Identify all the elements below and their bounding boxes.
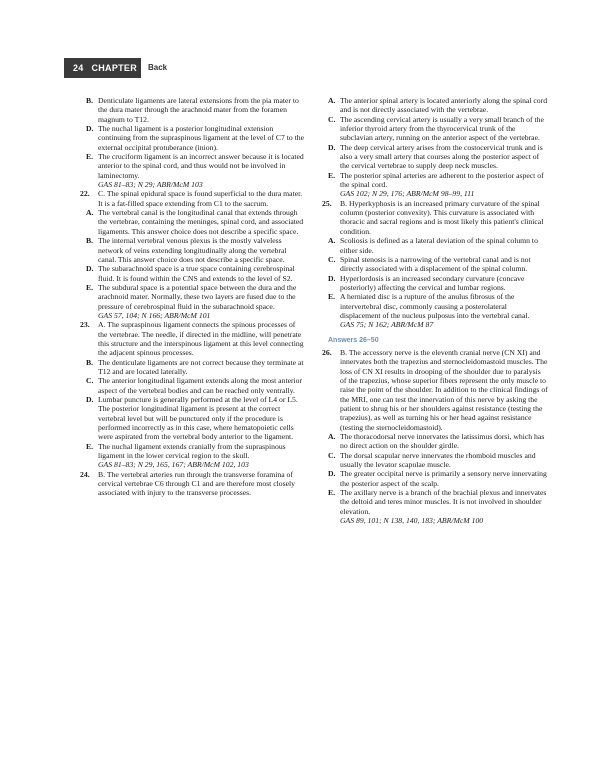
option-explanation (86, 442, 306, 461)
option-letter: E. (328, 488, 336, 498)
section-heading: Answers 26–50 (328, 336, 379, 344)
option-letter: C. (328, 450, 336, 460)
option-explanation (328, 488, 548, 516)
option-letter: B. (86, 96, 94, 105)
right-column (322, 96, 548, 526)
option-text: The nuchal ligament extends cranially from the supraspinous ligament in the lower cervical region to the skull. (98, 441, 286, 461)
option-letter: E. (86, 152, 94, 162)
option-explanation (328, 115, 548, 143)
option-explanation (328, 274, 548, 293)
option-explanation (86, 124, 306, 152)
option-letter: B. (86, 236, 94, 246)
option-letter: D. (328, 273, 336, 283)
option-text: The vertebral canal is the longitudinal canal that extends through the vertebrae, containing the meninges, spinal cord, and associated ligaments. This answer choice does not describe a specific space. (98, 208, 304, 236)
option-text: The anterior longitudinal ligament extends along the most anterior aspect of the vertebral bodies and can be reached only ventrally. (98, 376, 303, 395)
option-text: Spinal stenosis is a narrowing of the vertebral canal and is not directly associated with a displacement of the spinal column. (340, 254, 531, 274)
option-explanation (86, 152, 306, 180)
option-text: The anterior spinal artery is located anteriorly along the spinal cord and is not directly associated with the vertebrae. (340, 96, 548, 115)
question-number: 23. (80, 320, 90, 330)
reference-citation: GAS 57, 104; N 166; ABR/McM 101 (98, 310, 211, 320)
option-explanation (328, 432, 548, 451)
option-text: The subdural space is a potential space between the dura and the arachnoid mater. Normally, these two layers are fused due to the pressure of cerebrospinal fluid in the subarachnoid space. (98, 282, 297, 311)
option-letter: D. (328, 142, 336, 152)
option-explanation (328, 469, 548, 488)
option-explanation (86, 96, 306, 124)
option-letter: A. (328, 236, 336, 246)
option-explanation (328, 255, 548, 274)
option-text: The denticulate ligaments are not correct because they terminate at T12 and are located laterally. (98, 357, 304, 376)
chapter-label: CHAPTER 1 (73, 63, 138, 93)
left-column (80, 96, 306, 498)
option-text: Lumbar puncture is generally performed at the level of L4 or L5. The posterior longitudinal ligament is present at the correct vertebral level but will be punctured only if the procedure is performed incorrectly as in this case, where hematopoietic cells were aspirated from the vertebral body anterior to the ligament. (98, 395, 298, 442)
option-letter: E. (86, 441, 94, 451)
option-letter: B. (86, 357, 94, 367)
question-answer (80, 469, 306, 498)
option-explanation (328, 292, 548, 320)
option-letter: E. (328, 292, 336, 302)
option-explanation (86, 358, 306, 377)
option-text: Hyperlordosis is an increased secondary curvature (concave posteriorly) affecting the cervical and lumbar regions. (340, 273, 525, 292)
option-explanation (86, 395, 306, 442)
page-header (64, 58, 544, 93)
option-text: The dorsal scapular nerve innervates the rhomboid muscles and usually the levator scapulae muscle. (340, 450, 536, 470)
reference-citation: GAS 75; N 162; ABR/McM 87 (340, 320, 434, 330)
option-explanation (86, 264, 306, 283)
option-explanation (328, 143, 548, 171)
option-letter: E. (328, 170, 336, 180)
chapter-name: Back (148, 63, 168, 72)
option-text: The cruciform ligament is an incorrect answer because it is located anterior to the spinal cord, and thus would not be involved in laminectomy. (98, 152, 304, 180)
option-explanation (328, 171, 548, 190)
question-number: 25. (322, 198, 332, 208)
answer-explanation: A. The supraspinous ligament connects the spinous processes of the vertebrae. The needle, if directed in the midline, will penetrate this structure and the interspinous ligament at this level connecting the adjacent spinous processes. (98, 320, 304, 358)
answer-explanation: B. Hyperkyphosis is an increased primary curvature of the spinal column (posterior convexity). This curvature is associated with thoracic and sacral regions and is most likely this patient's clinical condition. (340, 198, 544, 236)
reference-citation: GAS 102; N 29, 176; ABR/McM 98–99, 111 (340, 189, 475, 199)
option-letter: D. (86, 264, 94, 274)
option-explanation (328, 236, 548, 255)
option-letter: C. (328, 114, 336, 124)
option-text: A herniated disc is a rupture of the anulus fibrosus of the intervertebral disc, commonly causing a posterolateral displacement of the nucleus pulposus into the vertebral canal. (340, 292, 530, 320)
option-text: The subarachnoid space is a true space containing cerebrospinal fluid. It is found within the CNS and extends to the level of S2. (98, 264, 295, 283)
option-text: The nuchal ligament is a posterior longitudinal extension continuing from the supraspinous ligament at the level of C7 to the external occipital protuberance (inion). (98, 124, 305, 152)
option-letter: D. (328, 469, 336, 479)
option-letter: D. (86, 124, 94, 134)
answer-explanation: B. The accessory nerve is the eleventh cranial nerve (CN XI) and innervates both the trapezius and sternocleidomastoid muscles. The loss of CN XI results in drooping of the shoulder due to paralysis of the trapezius, whose superior fibers represent the only muscle to raise the point of the shoulder. In addition to the clinical findings of the MRI, one can test the innervation of this nerve by asking the patient to shrug his or her shoulders against resistance (testing the trapezius), as well as turning his or her head against resistance (testing the sternocleidomastoid). (340, 347, 548, 432)
page-number: 24 (73, 63, 84, 73)
option-letter: A. (328, 96, 336, 105)
option-text: Scoliosis is defined as a lateral deviation of the spinal column to either side. (340, 236, 538, 255)
option-letter: A. (86, 208, 94, 218)
option-explanation (86, 283, 306, 311)
option-letter: D. (86, 395, 94, 404)
reference-citation: GAS 81–83; N 29, 165, 167; ABR/McM 102, 103 (98, 460, 249, 470)
option-explanation (86, 376, 306, 395)
question-answer (322, 347, 548, 432)
reference-citation: GAS 81–83; N 29; ABR/McM 103 (98, 180, 203, 190)
option-text: The internal vertebral venous plexus is the mostly valveless network of veins extending longitudinally along the vertebral canal. This answer choice does not describe a specific space. (98, 236, 287, 264)
question-answer (80, 189, 306, 208)
option-text: The ascending cervical artery is usually a very small branch of the inferior thyroid artery from the thyrocervical trunk of the subclavian artery, running on the anterior aspect of the vertebrae. (340, 114, 544, 143)
question-number: 22. (80, 189, 90, 199)
reference-citation: GAS 89, 101; N 138, 140, 183; ABR/McM 100 (340, 516, 484, 526)
option-letter: C. (328, 254, 336, 264)
option-text: The greater occipital nerve is primarily a sensory nerve innervating the posterior aspect of the scalp. (340, 469, 547, 488)
option-explanation (86, 208, 306, 236)
chapter-tab (64, 58, 141, 93)
option-text: The deep cervical artery arises from the costocervical trunk and is also a very small artery that courses along the posterior aspect of the cervical vertebrae to supply deep neck muscles. (340, 142, 543, 171)
option-text: The posterior spinal arteries are adherent to the posterior aspect of the spinal cord. (340, 170, 544, 190)
answer-explanation: C. The spinal epidural space is found superficial to the dura mater. It is a fat-filled space extending from C1 to the sacrum. (98, 189, 303, 208)
question-number: 24. (80, 469, 90, 479)
option-letter: A. (328, 432, 336, 442)
option-text: Denticulate ligaments are lateral extensions from the pia mater to the dura mater through the arachnoid mater from the foramen magnum to T12. (98, 96, 299, 124)
option-text: The thoracodorsal nerve innervates the latissimus dorsi, which has no direct action on the shoulder girdle. (340, 432, 545, 451)
option-explanation (328, 96, 548, 115)
option-explanation (328, 451, 548, 470)
question-answer (80, 320, 306, 358)
question-answer (322, 198, 548, 236)
option-letter: E. (86, 282, 94, 292)
option-letter: C. (86, 376, 94, 386)
option-text: The axillary nerve is a branch of the brachial plexus and innervates the deltoid and teres minor muscles. It is not involved in shoulder elevation. (340, 488, 547, 516)
question-number: 26. (322, 347, 332, 357)
answer-explanation: B. The vertebral arteries run through the transverse foramina of cervical vertebrae C6 through C1 and are therefore most closely associated with injury to the transverse processes. (98, 469, 296, 498)
option-explanation (86, 236, 306, 264)
